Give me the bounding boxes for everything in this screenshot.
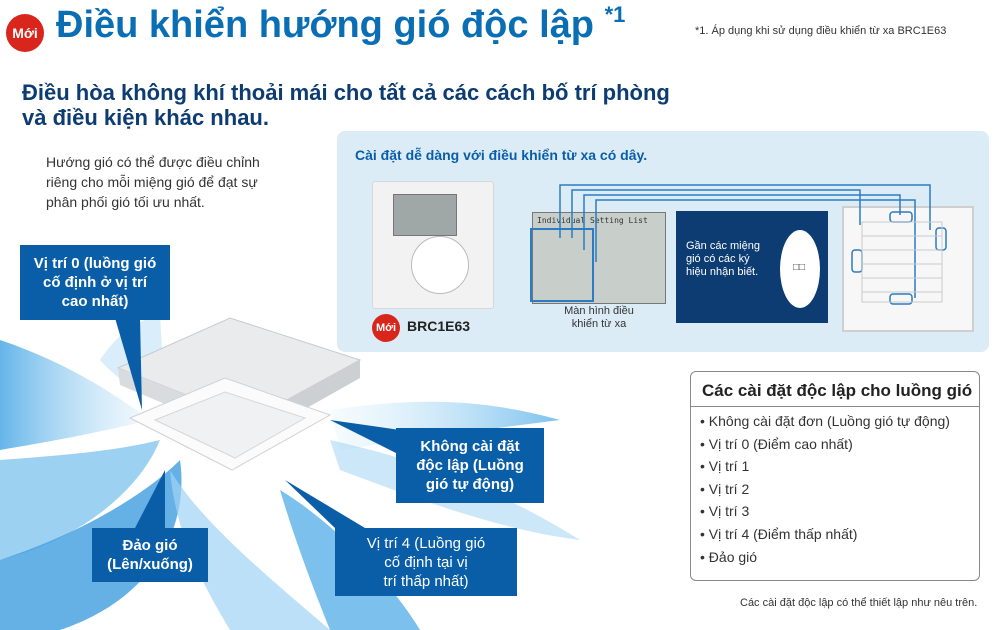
panel-title: Cài đặt dễ dàng với điều khiển từ xa có dây. xyxy=(355,147,648,163)
list-item: • Đảo gió xyxy=(700,548,758,565)
list-item: • Vị trí 0 (Điểm cao nhất) xyxy=(700,435,853,452)
callout-line: Không cài đặt xyxy=(420,438,520,455)
intro-line: Hướng gió có thể được điều chỉnh xyxy=(46,154,260,170)
subtitle-line: Điều hòa không khí thoải mái cho tất cả các cách bố trí phòng xyxy=(22,80,670,105)
intro-line: phân phối gió tối ưu nhất. xyxy=(46,194,205,210)
callout-line: cao nhất) xyxy=(61,293,129,310)
list-item: • Vị trí 1 xyxy=(700,458,750,475)
title-footnote-marker: *1 xyxy=(604,2,626,27)
callout-line: gió tự động) xyxy=(425,476,515,493)
footnote: *1. Áp dụng khi sử dụng điều khiển từ xa BRC1E63 xyxy=(695,25,947,37)
callout-line: độc lập (Luồng xyxy=(416,457,524,474)
model-name: BRC1E63 xyxy=(407,318,471,334)
caption-line: khiển từ xa xyxy=(571,318,627,330)
note-line: gió có các ký xyxy=(686,253,750,265)
callout-line: Đảo gió xyxy=(122,537,178,554)
list-item: • Không cài đặt đơn (Luồng gió tự động) xyxy=(700,413,950,429)
remote-screen-text: Individual Setting List xyxy=(537,216,648,225)
subtitle-line: và điều kiện khác nhau. xyxy=(22,105,269,130)
intro-line: riêng cho mỗi miệng gió để đạt sự xyxy=(46,174,258,190)
caption-line: Màn hình điều xyxy=(564,305,634,317)
note-line: Gần các miệng xyxy=(686,240,760,252)
callout-line: (Lên/xuống) xyxy=(107,556,193,573)
settings-list xyxy=(700,410,950,568)
settings-divider xyxy=(691,406,979,407)
callout-line: cố định ở vị trí xyxy=(42,274,147,291)
new-badge-icon: Mới xyxy=(372,314,400,342)
outlet-symbol-icon: □□ xyxy=(793,262,806,273)
callout-line: Vị trí 4 (Luồng gió xyxy=(366,534,486,552)
callout-line: trí thấp nhất) xyxy=(383,572,469,590)
list-item: • Vị trí 4 (Điểm thấp nhất) xyxy=(700,525,858,542)
callout-line: Vị trí 0 (luồng gió xyxy=(33,255,157,272)
title-text: Điều khiển hướng gió độc lập xyxy=(56,4,594,46)
list-item: • Vị trí 3 xyxy=(700,503,750,520)
settings-title: Các cài đặt độc lập cho luồng gió xyxy=(702,381,973,400)
list-item: • Vị trí 2 xyxy=(700,480,750,497)
note-line: hiệu nhận biết. xyxy=(686,266,759,278)
bottom-note: Các cài đặt độc lập có thể thiết lập như nêu trên. xyxy=(740,597,978,609)
new-badge-icon: Mới xyxy=(6,14,44,52)
callout-line: cố định tại vị xyxy=(384,553,468,571)
